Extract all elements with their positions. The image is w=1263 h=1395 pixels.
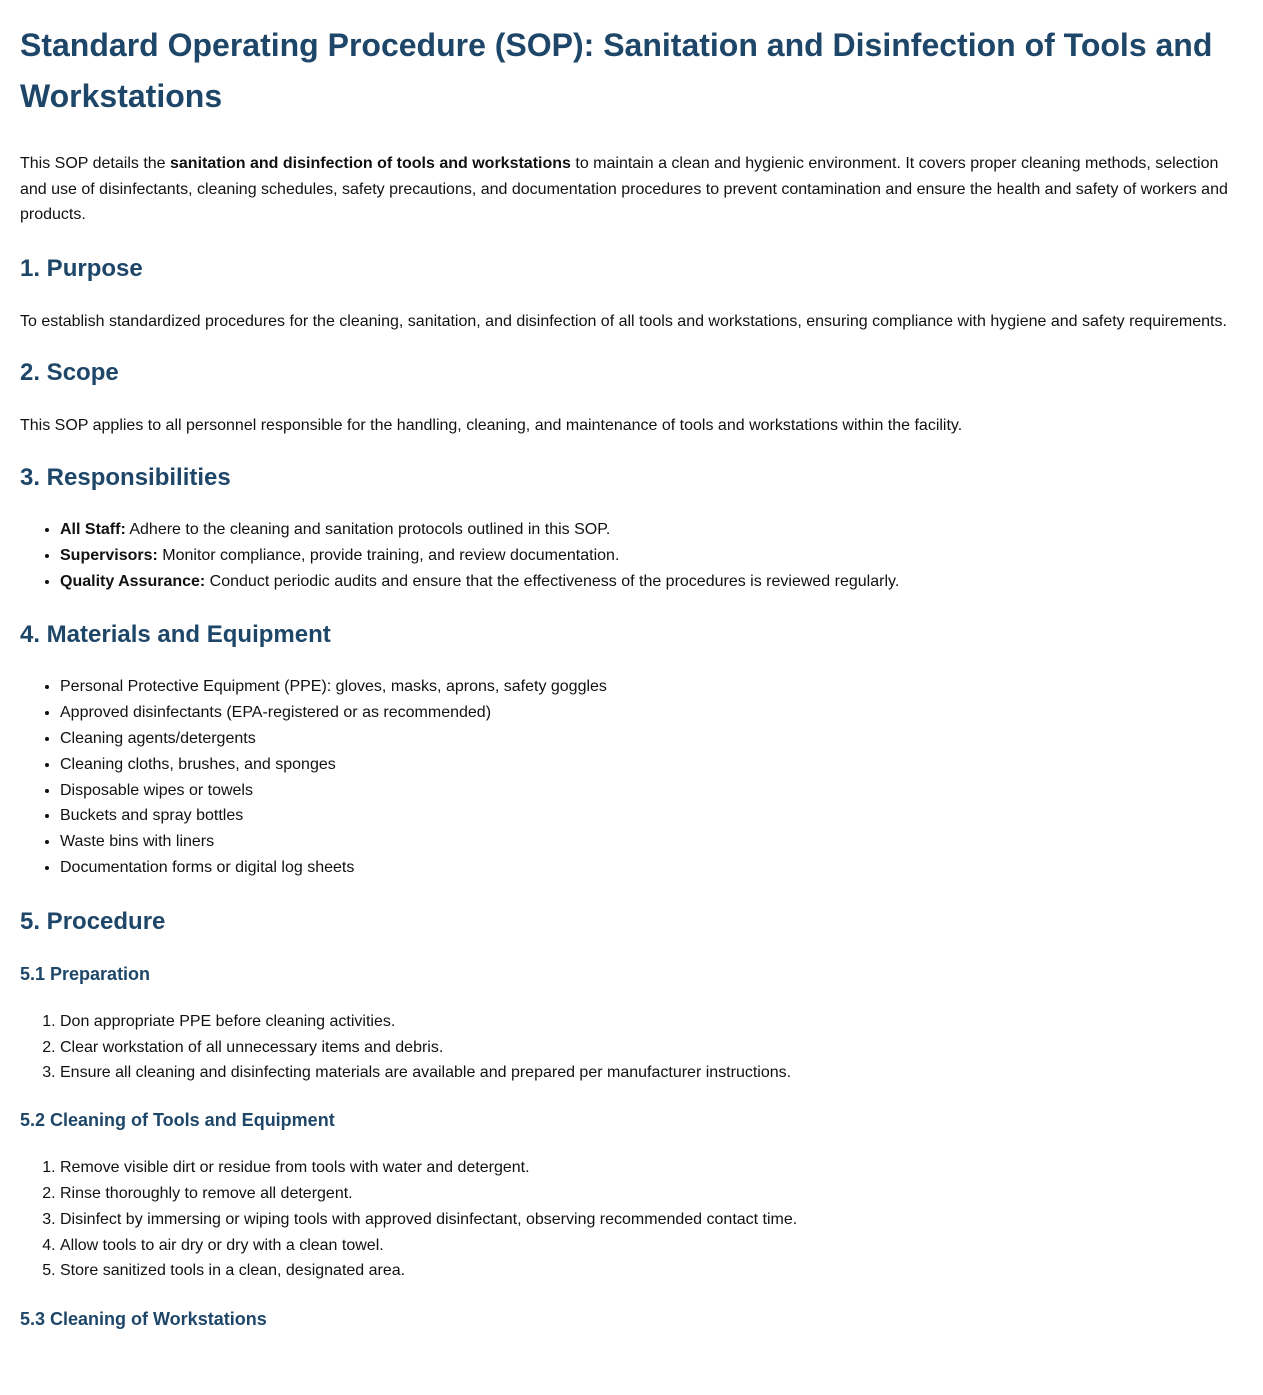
responsibility-text: Conduct periodic audits and ensure that the effectiveness of the procedures is reviewed regularly.: [205, 572, 900, 590]
responsibility-role: Quality Assurance:: [60, 572, 206, 590]
tools-cleaning-steps: [20, 1155, 1243, 1284]
responsibility-item: [60, 517, 1243, 543]
material-item: • Personal Protective Equipment (PPE): gloves, masks, aprons, safety goggles: [60, 674, 1243, 700]
scope-text: This SOP applies to all personnel responsible for the handling, cleaning, and maintenance of tools and workstations within the facility.: [20, 417, 963, 435]
preparation-heading: 5.1 Preparation: [20, 963, 151, 984]
tools-cleaning-step: 3. Disinfect by immersing or wiping tools with approved disinfectant, observing recommended contact time.: [60, 1207, 1243, 1233]
tools-cleaning-step: 1. Remove visible dirt or residue from tools with water and detergent.: [60, 1155, 1243, 1181]
material-item: • Buckets and spray bottles: [60, 803, 1243, 829]
materials-list: [20, 674, 1243, 880]
preparation-step: 1. Don appropriate PPE before cleaning activities.: [60, 1009, 1243, 1035]
intro-emphasis: sanitation and disinfection of tools and workstations: [170, 155, 571, 172]
material-item: • Documentation forms or digital log sheets: [60, 855, 1243, 881]
material-item: • Waste bins with liners: [60, 829, 1243, 855]
purpose-heading: 1. Purpose: [20, 254, 143, 282]
sop-document: [20, 0, 1243, 1330]
workstations-cleaning-heading: 5.3 Cleaning of Workstations: [20, 1309, 267, 1330]
intro-paragraph: [20, 151, 1243, 228]
preparation-step: 2. Clear workstation of all unnecessary items and debris.: [60, 1035, 1243, 1061]
scope-heading: 2. Scope: [20, 359, 119, 387]
procedure-heading: 5. Procedure: [20, 907, 166, 935]
tools-cleaning-step: 2. Rinse thoroughly to remove all detergent.: [60, 1181, 1243, 1207]
purpose-text: To establish standardized procedures for the cleaning, sanitation, and disinfection of all tools and workstations, ensuring compliance with hygiene and safety requirements.: [20, 312, 1227, 330]
responsibilities-heading: 3. Responsibilities: [20, 463, 231, 491]
responsibility-item: [60, 569, 1243, 595]
responsibility-role: All Staff:: [60, 520, 126, 538]
material-item: • Disposable wipes or towels: [60, 778, 1243, 804]
preparation-step: 3. Ensure all cleaning and disinfecting materials are available and prepared per manufacturer instructions.: [60, 1060, 1243, 1086]
intro-text-start: This SOP details the: [20, 155, 170, 172]
responsibility-item: [60, 543, 1243, 569]
page-title: Standard Operating Procedure (SOP): Sanitation and Disinfection of Tools and Workstations: [20, 27, 1213, 114]
tools-cleaning-heading: 5.2 Cleaning of Tools and Equipment: [20, 1110, 335, 1131]
material-item: • Cleaning agents/detergents: [60, 726, 1243, 752]
responsibility-role: Supervisors:: [60, 546, 158, 564]
responsibility-text: Monitor compliance, provide training, and review documentation.: [157, 546, 620, 564]
material-item: • Cleaning cloths, brushes, and sponges: [60, 752, 1243, 778]
tools-cleaning-step: 4. Allow tools to air dry or dry with a clean towel.: [60, 1233, 1243, 1259]
responsibility-text: Adhere to the cleaning and sanitation protocols outlined in this SOP.: [125, 520, 611, 538]
responsibilities-list: [20, 517, 1243, 594]
tools-cleaning-step: 5. Store sanitized tools in a clean, designated area.: [60, 1258, 1243, 1284]
materials-heading: 4. Materials and Equipment: [20, 621, 331, 649]
intro-text-end: to maintain a clean and hygienic environment. It covers proper cleaning methods, selection and use of disinfectants, cleaning schedules, safety precautions, and documentation procedures to prevent contamination and ensure the health and safety of workers and products.: [20, 155, 1228, 224]
preparation-steps: [20, 1009, 1243, 1086]
material-item: • Approved disinfectants (EPA-registered or as recommended): [60, 700, 1243, 726]
